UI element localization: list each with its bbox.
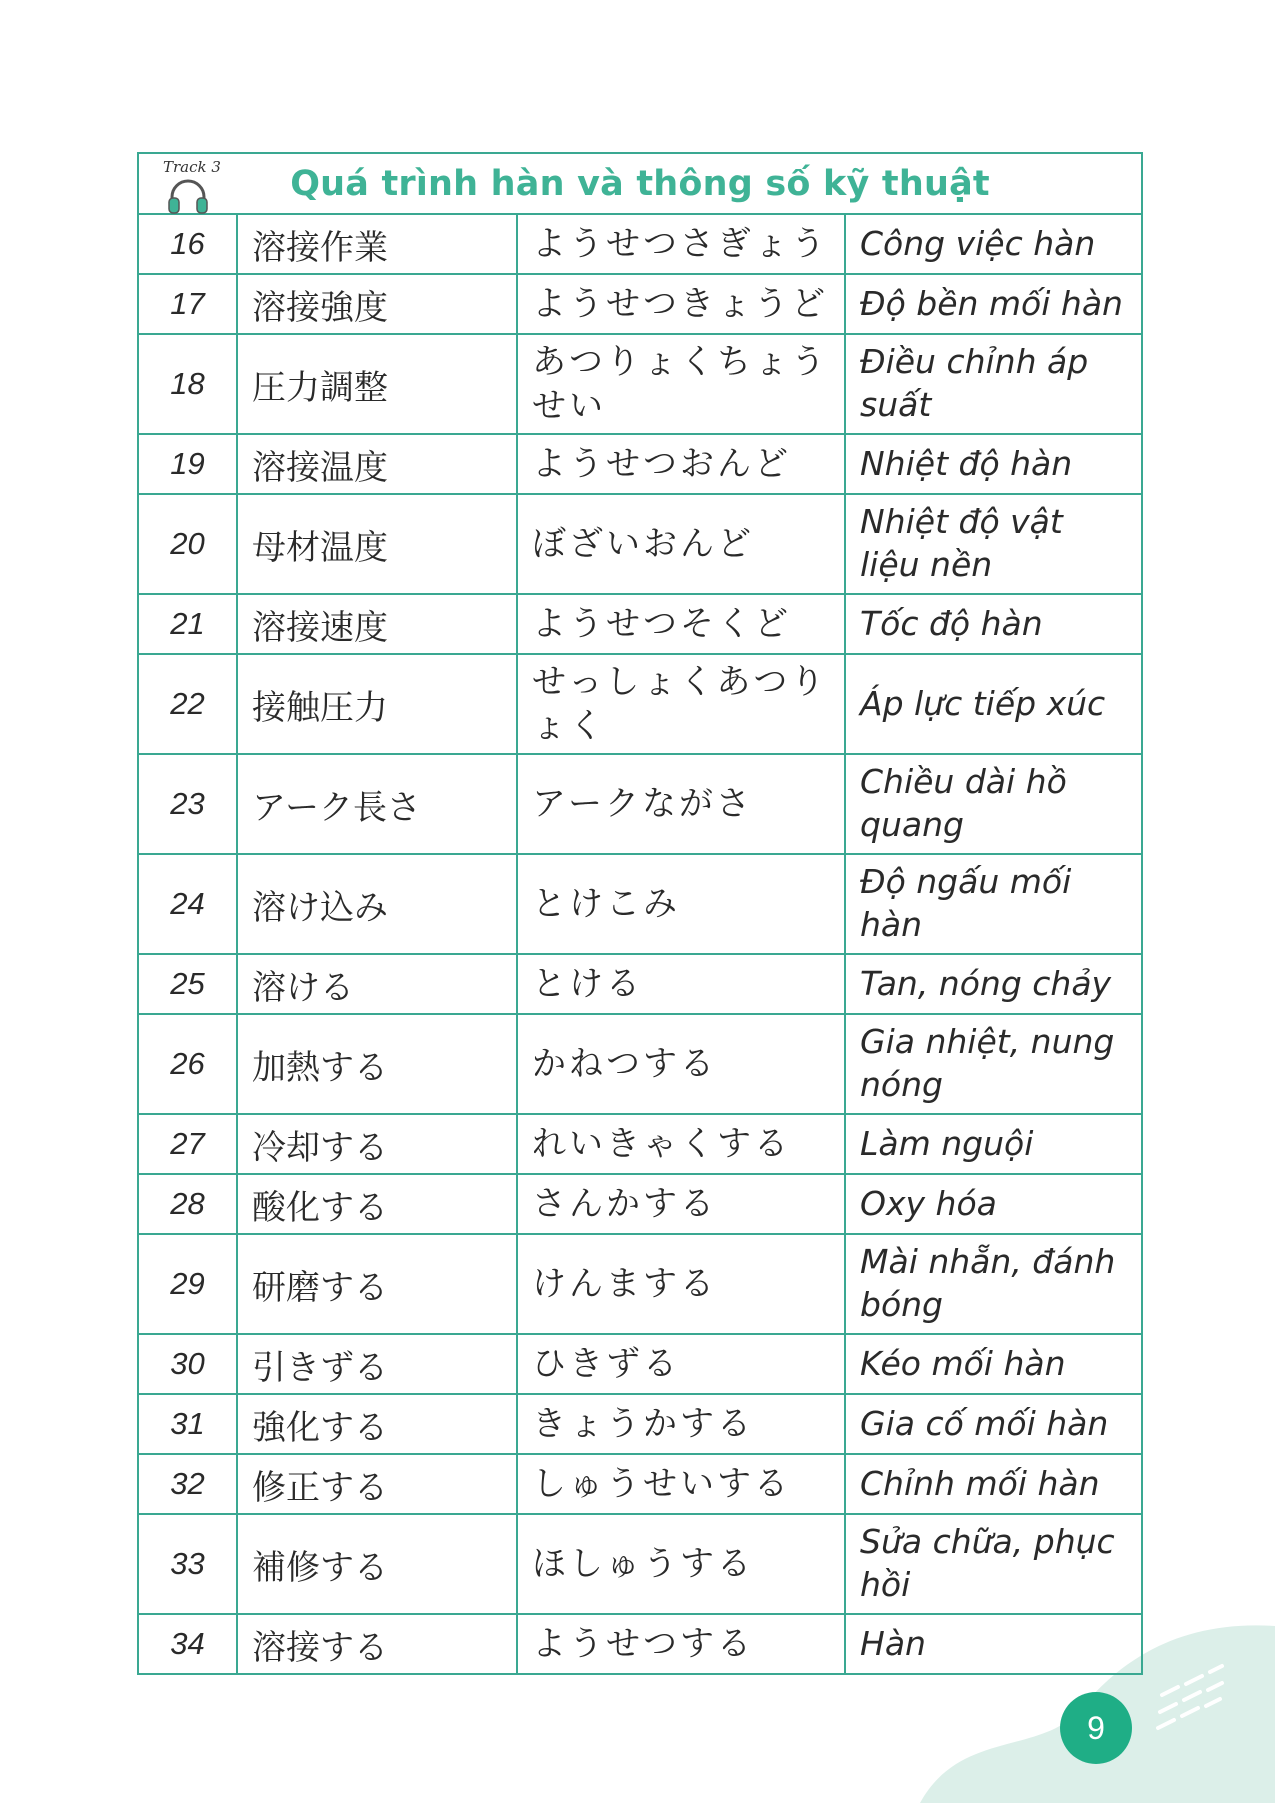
kanji-term: 修正する [237,1454,517,1514]
row-number: 31 [138,1394,237,1454]
kana-reading: アークながさ [517,754,845,854]
vietnamese-meaning: Kéo mối hàn [845,1334,1142,1394]
kana-reading: とける [517,954,845,1014]
vietnamese-meaning: Mài nhẵn, đánh bóng [845,1234,1142,1334]
table-row [138,214,1142,274]
kanji-term: 引きずる [237,1334,517,1394]
kana-reading: きょうかする [517,1394,845,1454]
page-number: 9 [1060,1692,1132,1764]
kanji-term: 補修する [237,1514,517,1614]
vietnamese-meaning: Độ ngấu mối hàn [845,854,1142,954]
kanji-term: 溶け込み [237,854,517,954]
table-row [138,1234,1142,1334]
kana-reading: ひきずる [517,1334,845,1394]
row-number: 20 [138,494,237,594]
kana-reading: しゅうせいする [517,1454,845,1514]
table-row [138,334,1142,434]
kanji-term: 接触圧力 [237,654,517,754]
kana-reading: けんまする [517,1234,845,1334]
vietnamese-meaning: Điều chỉnh áp suất [845,334,1142,434]
vocabulary-table [137,152,1143,1675]
row-number: 18 [138,334,237,434]
vietnamese-meaning: Gia cố mối hàn [845,1394,1142,1454]
vietnamese-meaning: Tốc độ hàn [845,594,1142,654]
kana-reading: とけこみ [517,854,845,954]
table-row [138,854,1142,954]
table-row [138,274,1142,334]
kanji-term: アーク長さ [237,754,517,854]
table-row [138,1174,1142,1234]
kanji-term: 強化する [237,1394,517,1454]
table-row [138,1394,1142,1454]
row-number: 22 [138,654,237,754]
row-number: 29 [138,1234,237,1334]
kanji-term: 溶接速度 [237,594,517,654]
table-row [138,1014,1142,1114]
row-number: 21 [138,594,237,654]
table-row [138,494,1142,594]
table-row [138,594,1142,654]
row-number: 24 [138,854,237,954]
kana-reading: ぼざいおんど [517,494,845,594]
kana-reading: さんかする [517,1174,845,1234]
vietnamese-meaning: Áp lực tiếp xúc [845,654,1142,754]
kanji-term: 加熱する [237,1014,517,1114]
track-label: Track 3 [163,158,221,176]
kana-reading: あつりょくちょうせい [517,334,845,434]
vietnamese-meaning: Hàn [845,1614,1142,1674]
table-row [138,754,1142,854]
table-row [138,1454,1142,1514]
row-number: 26 [138,1014,237,1114]
row-number: 25 [138,954,237,1014]
row-number: 33 [138,1514,237,1614]
table-row [138,654,1142,754]
vietnamese-meaning: Gia nhiệt, nung nóng [845,1014,1142,1114]
vietnamese-meaning: Sửa chữa, phục hồi [845,1514,1142,1614]
section-title: Quá trình hàn và thông số kỹ thuật [290,163,990,204]
kana-reading: ようせつそくど [517,594,845,654]
table-row [138,1614,1142,1674]
row-number: 28 [138,1174,237,1234]
kana-reading: ようせつする [517,1614,845,1674]
vietnamese-meaning: Chiều dài hồ quang [845,754,1142,854]
row-number: 23 [138,754,237,854]
kanji-term: 冷却する [237,1114,517,1174]
kanji-term: 圧力調整 [237,334,517,434]
vietnamese-meaning: Tan, nóng chảy [845,954,1142,1014]
kana-reading: せっしょくあつりょく [517,654,845,754]
kana-reading: れいきゃくする [517,1114,845,1174]
kanji-term: 溶接強度 [237,274,517,334]
headphones-icon [167,178,209,214]
vietnamese-meaning: Chỉnh mối hàn [845,1454,1142,1514]
row-number: 32 [138,1454,237,1514]
table-row [138,954,1142,1014]
vietnamese-meaning: Độ bền mối hàn [845,274,1142,334]
row-number: 17 [138,274,237,334]
row-number: 30 [138,1334,237,1394]
row-number: 34 [138,1614,237,1674]
table-header [138,153,1142,214]
kanji-term: 母材温度 [237,494,517,594]
table-row [138,434,1142,494]
table-row [138,1334,1142,1394]
row-number: 16 [138,214,237,274]
row-number: 19 [138,434,237,494]
vietnamese-meaning: Làm nguội [845,1114,1142,1174]
vietnamese-meaning: Công việc hàn [845,214,1142,274]
kanji-term: 溶接する [237,1614,517,1674]
kana-reading: かねつする [517,1014,845,1114]
kanji-term: 研磨する [237,1234,517,1334]
table-row [138,1514,1142,1614]
kana-reading: ようせつさぎょう [517,214,845,274]
track-indicator[interactable] [163,158,223,214]
kana-reading: ようせつおんど [517,434,845,494]
kanji-term: 溶接温度 [237,434,517,494]
vietnamese-meaning: Oxy hóa [845,1174,1142,1234]
kana-reading: ようせつきょうど [517,274,845,334]
kanji-term: 溶ける [237,954,517,1014]
kanji-term: 溶接作業 [237,214,517,274]
table-row [138,1114,1142,1174]
kana-reading: ほしゅうする [517,1514,845,1614]
kanji-term: 酸化する [237,1174,517,1234]
vietnamese-meaning: Nhiệt độ vật liệu nền [845,494,1142,594]
vietnamese-meaning: Nhiệt độ hàn [845,434,1142,494]
row-number: 27 [138,1114,237,1174]
